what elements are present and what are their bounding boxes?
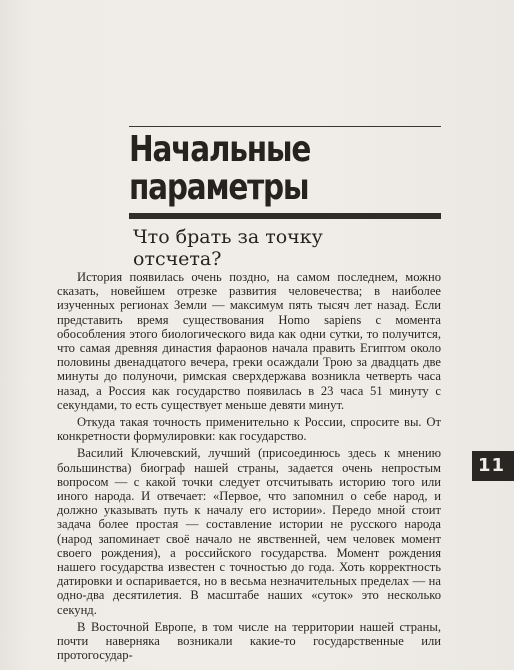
top-rule xyxy=(129,126,441,127)
title-underline-rule xyxy=(129,213,441,219)
section-title: Что брать за точку отсчета? xyxy=(133,226,323,270)
body-text xyxy=(57,270,441,665)
chapter-title: Начальные параметры xyxy=(129,129,311,208)
paragraph: История появилась очень поздно, на самом последнем, можно сказать, новейшем отрезке развития человечества; в наиболее изученных регионах Земли — максимум пять тысяч лет назад. Если представить время существования Homo sapiens с момента обособления этого биологического вида как одни сутки, то получится, что самая древняя династия фараонов начала править Египтом около половины двенадцатого вечера, греки осаждали Трою за двадцать две минуты до полуночи, римская сверхдержава возникла четверть часа назад, а Россия как государство появилась в 23 часа 51 минуту с секундами, то есть существует меньше девяти минут. xyxy=(57,270,441,412)
paragraph: В Восточной Европе, в том числе на территории нашей страны, почти наверняка возникали какие-то государственные или протогосудар- xyxy=(57,619,441,663)
paragraph: Откуда такая точность применительно к России, спросите вы. От конкретности формулировки: как государство. xyxy=(57,415,441,444)
page-number: 11 xyxy=(472,451,514,481)
paragraph: Василий Ключевский, лучший (присоединюсь здесь к мнению большинства) биограф нашей страны, задается очень непростым вопросом — с какой точки следует отсчитывать историю того или иного народа. И отвечает: «Первое, что запомнил о себе народ, и должно указывать путь к началу его истории». Передо мной стоит задача более простая — составление истории не русского народа (народ запоминает своё начало не явственней, чем человек момент своего рождения), а российского государства. Момент рождения нашего государства известен с точностью до года. Хоть корректность датировки и оспаривается, но в весьма незначительных пределах — на одно-два десятилетия. В масштабе наших «суток» это несколько секунд. xyxy=(57,446,441,617)
